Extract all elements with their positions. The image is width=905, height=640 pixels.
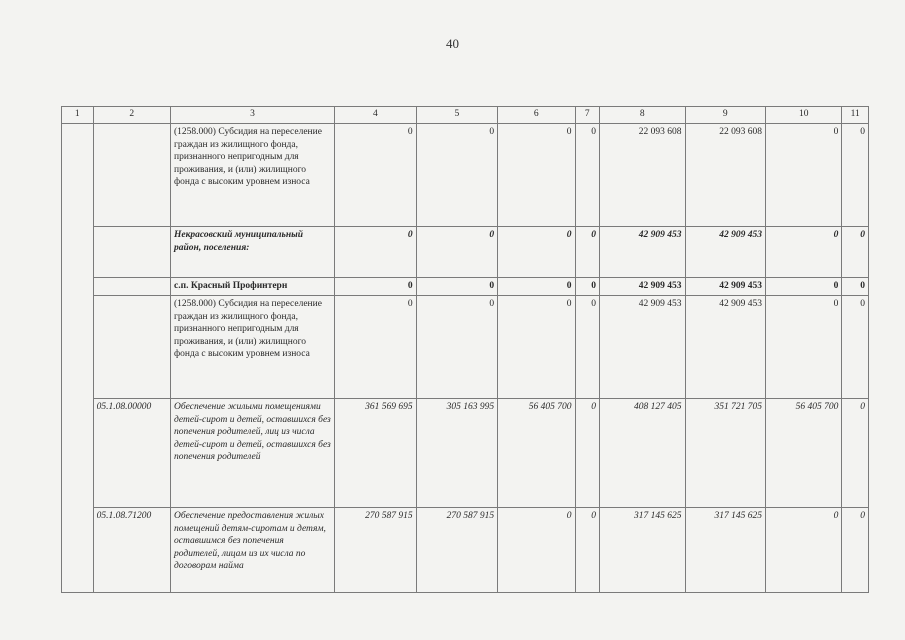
value-cell: 0 <box>575 227 599 278</box>
value-cell: 351 721 705 <box>685 399 765 508</box>
header-cell: 2 <box>93 107 170 124</box>
header-cell: 5 <box>416 107 498 124</box>
value-cell: 42 909 453 <box>685 227 765 278</box>
value-cell: 270 587 915 <box>335 508 417 593</box>
value-cell: 56 405 700 <box>498 399 575 508</box>
value-cell: 0 <box>416 227 498 278</box>
value-cell: 0 <box>335 227 417 278</box>
header-row <box>62 107 869 124</box>
code-cell <box>93 296 170 399</box>
value-cell: 0 <box>335 296 417 399</box>
value-cell: 0 <box>416 124 498 227</box>
name-cell: Обеспечение жилыми помещениями детей-сирот и детей, оставшихся без попечения родителей, лиц из числа детей-сирот и детей, оставшихся без попечения родителей <box>171 399 335 508</box>
value-cell: 0 <box>335 124 417 227</box>
value-cell: 0 <box>498 296 575 399</box>
value-cell: 0 <box>575 508 599 593</box>
value-cell: 56 405 700 <box>766 399 842 508</box>
header-cell: 1 <box>62 107 94 124</box>
code-cell: 05.1.08.71200 <box>93 508 170 593</box>
value-cell: 22 093 608 <box>599 124 685 227</box>
value-cell: 0 <box>575 296 599 399</box>
value-cell: 0 <box>498 227 575 278</box>
name-cell: с.п. Красный Профинтерн <box>171 278 335 296</box>
value-cell: 0 <box>416 296 498 399</box>
header-cell: 4 <box>335 107 417 124</box>
value-cell: 0 <box>842 296 869 399</box>
value-cell: 0 <box>842 278 869 296</box>
value-cell: 0 <box>842 227 869 278</box>
value-cell: 0 <box>766 227 842 278</box>
value-cell: 0 <box>842 124 869 227</box>
header-cell: 7 <box>575 107 599 124</box>
table-row <box>62 124 869 227</box>
table-row <box>62 296 869 399</box>
header-cell: 11 <box>842 107 869 124</box>
code-cell <box>93 124 170 227</box>
budget-table <box>61 106 869 593</box>
value-cell: 0 <box>766 278 842 296</box>
value-cell: 0 <box>575 399 599 508</box>
row-number-cell <box>62 124 94 593</box>
value-cell: 0 <box>498 278 575 296</box>
value-cell: 317 145 625 <box>599 508 685 593</box>
value-cell: 42 909 453 <box>599 296 685 399</box>
header-cell: 8 <box>599 107 685 124</box>
code-cell <box>93 278 170 296</box>
table-row <box>62 278 869 296</box>
value-cell: 0 <box>842 399 869 508</box>
value-cell: 42 909 453 <box>685 278 765 296</box>
header-cell: 6 <box>498 107 575 124</box>
value-cell: 42 909 453 <box>599 227 685 278</box>
value-cell: 42 909 453 <box>599 278 685 296</box>
value-cell: 0 <box>766 508 842 593</box>
page-number: 40 <box>446 36 459 51</box>
header-cell: 10 <box>766 107 842 124</box>
name-cell: (1258.000) Субсидия на переселение граждан из жилищного фонда, признанного непригодным для проживания, и (или) жилищного фонда с высоким уровнем износа <box>171 296 335 399</box>
header-cell: 3 <box>171 107 335 124</box>
value-cell: 0 <box>766 124 842 227</box>
value-cell: 0 <box>575 278 599 296</box>
value-cell: 0 <box>766 296 842 399</box>
table-row <box>62 399 869 508</box>
value-cell: 22 093 608 <box>685 124 765 227</box>
value-cell: 305 163 995 <box>416 399 498 508</box>
value-cell: 42 909 453 <box>685 296 765 399</box>
value-cell: 0 <box>575 124 599 227</box>
table-row <box>62 227 869 278</box>
table-row <box>62 508 869 593</box>
value-cell: 0 <box>335 278 417 296</box>
value-cell: 0 <box>498 508 575 593</box>
value-cell: 0 <box>842 508 869 593</box>
name-cell: Обеспечение предоставления жилых помещений детям-сиротам и детям, оставшимся без попечения родителей, лицам из их числа по договорам найма <box>171 508 335 593</box>
value-cell: 361 569 695 <box>335 399 417 508</box>
header-cell: 9 <box>685 107 765 124</box>
value-cell: 408 127 405 <box>599 399 685 508</box>
name-cell: (1258.000) Субсидия на переселение граждан из жилищного фонда, признанного непригодным для проживания, и (или) жилищного фонда с высоким уровнем износа <box>171 124 335 227</box>
code-cell: 05.1.08.00000 <box>93 399 170 508</box>
code-cell <box>93 227 170 278</box>
value-cell: 270 587 915 <box>416 508 498 593</box>
value-cell: 0 <box>498 124 575 227</box>
value-cell: 317 145 625 <box>685 508 765 593</box>
value-cell: 0 <box>416 278 498 296</box>
name-cell: Некрасовский муниципальный район, поселения: <box>171 227 335 278</box>
